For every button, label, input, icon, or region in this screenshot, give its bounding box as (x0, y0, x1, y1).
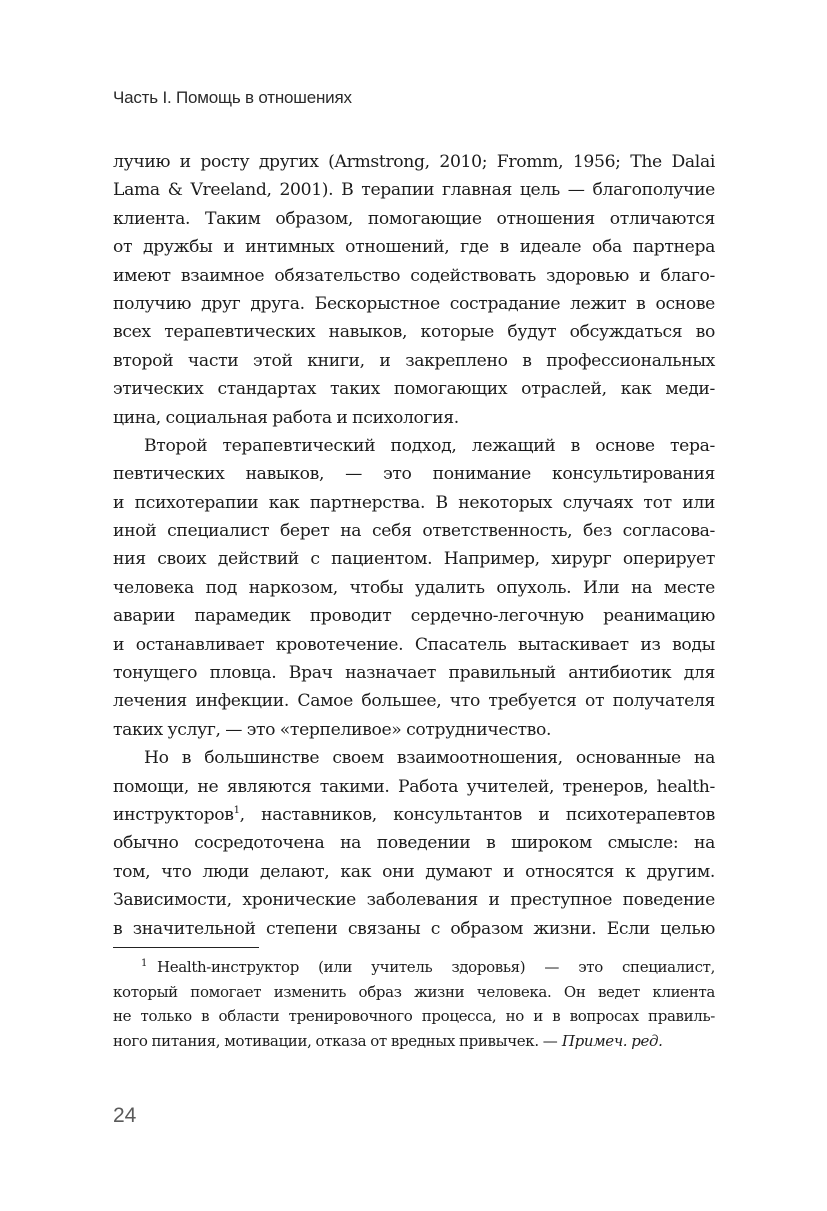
text-line: в значительной степени связаны с образом жизни. Если целью (113, 918, 715, 939)
body-text (113, 148, 715, 943)
footnote (113, 955, 715, 1053)
text-line: аварии парамедик проводит сердечно-легочную реанимацию (113, 606, 715, 627)
text-line: иной специалист берет на себя ответственность, без согласова- (113, 521, 715, 542)
text-fragment: , наставников, консультантов и психотерапевтов (239, 804, 715, 825)
paragraph (113, 744, 715, 943)
text-fragment: ного питания, мотивации, отказа от вредных привычек. — (113, 1031, 558, 1050)
text-line: клиента. Таким образом, помогающие отношения отличаются (113, 208, 715, 229)
page-number: 24 (113, 1104, 137, 1127)
text-line: том, что люди делают, как они думают и относятся к другим. (113, 861, 715, 882)
footnote-line (113, 955, 715, 980)
text-line: Но в большинстве своем взаимоотношения, основанные на (144, 748, 715, 769)
footnote-line (113, 1029, 715, 1054)
text-line: и психотерапии как партнерства. В некоторых случаях тот или (113, 492, 715, 513)
footnote-reference[interactable]: 1 (233, 804, 240, 816)
footnote-divider (113, 947, 259, 948)
running-header: Часть I. Помощь в отношениях (113, 88, 352, 107)
text-line: от дружбы и интимных отношений, где в идеале оба партнера (113, 237, 715, 258)
text-line: второй части этой книги, и закреплено в профессиональных (113, 350, 715, 371)
paragraph (113, 432, 715, 744)
text-line (113, 801, 715, 829)
footnote-marker: 1 (141, 958, 148, 969)
text-line: Lama & Vreeland, 2001). В терапии главная цель — благополучие (113, 180, 715, 201)
text-line: человека под наркозом, чтобы удалить опухоль. Или на месте (113, 577, 715, 598)
text-line: всех терапевтических навыков, которые будут обсуждаться во (113, 322, 715, 343)
text-line: Зависимости, хронические заболевания и преступное поведение (113, 890, 715, 911)
text-line: обычно сосредоточена на поведении в широком смысле: на (113, 833, 715, 854)
text-line: цина, социальная работа и психология. (113, 407, 459, 428)
text-line: помощи, не являются такими. Работа учителей, тренеров, health- (113, 776, 715, 797)
text-line: имеют взаимное обязательство содействовать здоровью и благо- (113, 265, 715, 286)
footnote-line: не только в области тренировочного процесса, но и в вопросах правиль- (113, 1007, 715, 1026)
text-line: Второй терапевтический подход, лежащий в основе тера- (144, 435, 715, 456)
text-line: лучию и росту других (Armstrong, 2010; Fromm, 1956; The Dalai (113, 152, 715, 172)
text-line: таких услуг, — это «терпеливое» сотрудничество. (113, 719, 552, 740)
text-line: ния своих действий с пациентом. Например, хирург оперирует (113, 549, 715, 570)
text-line: тонущего пловца. Врач назначает правильный антибиотик для (113, 663, 715, 684)
paragraph (113, 148, 715, 432)
text-fragment: инструкторов (113, 804, 234, 825)
text-line: певтических навыков, — это понимание консультирования (113, 464, 715, 485)
text-line: этических стандартах таких помогающих отраслей, как меди- (113, 379, 715, 400)
text-line: получию друг друга. Бескорыстное сострадание лежит в основе (113, 293, 715, 314)
editor-note: Примеч. ред. (561, 1031, 663, 1050)
text-line: лечения инфекции. Самое большее, что требуется от получателя (113, 691, 715, 712)
text-line: и останавливает кровотечение. Спасатель вытаскивает из воды (113, 634, 715, 655)
text-fragment: Health-инструктор (или учитель здоровья) — это специалист, (157, 958, 715, 976)
footnote-line: который помогает изменить образ жизни человека. Он ведет клиента (113, 982, 715, 1001)
